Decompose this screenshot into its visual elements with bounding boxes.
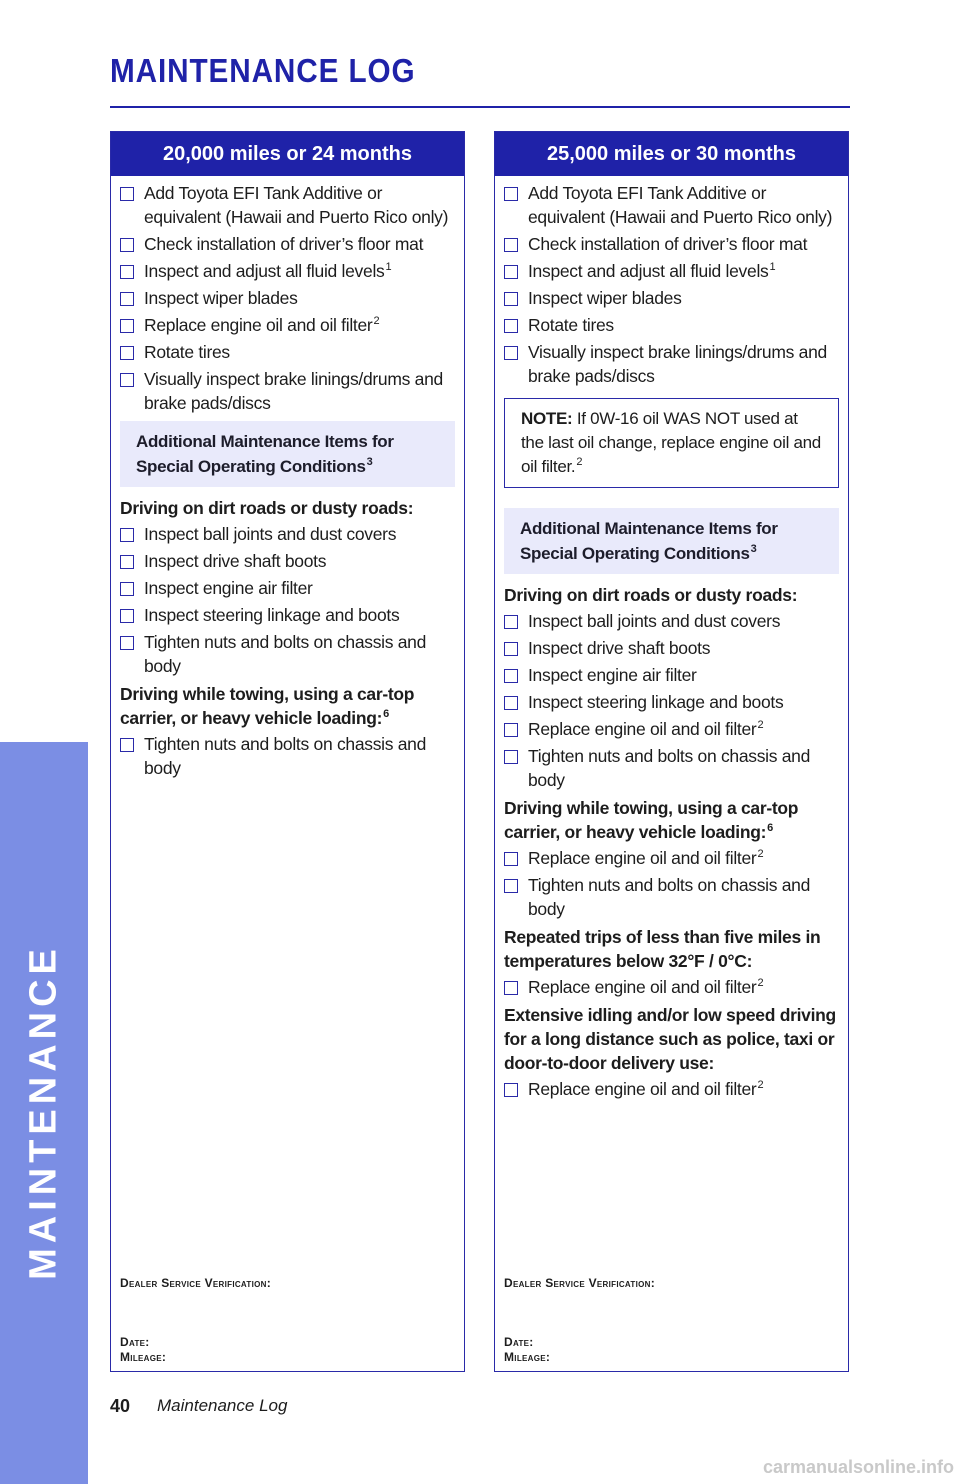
condition-heading: Extensive idling and/or low speed driving for a long distance such as police, taxi or door-to-door delivery use: <box>504 1005 836 1073</box>
verification-label: Dealer Service Verification: <box>504 1276 656 1290</box>
checklist-item <box>120 630 455 678</box>
checklist-item <box>120 313 455 337</box>
dealer-verification <box>120 1276 455 1365</box>
condition-heading: Repeated trips of less than five miles in temperatures below 32°F / 0°C: <box>504 927 821 971</box>
item-text: Inspect drive shaft boots <box>144 551 327 571</box>
condition-heading: Driving on dirt roads or dusty roads: <box>120 498 414 518</box>
item-text: Inspect ball joints and dust covers <box>144 524 397 544</box>
item-text: Inspect and adjust all fluid levels$^1$ <box>528 261 776 281</box>
item-text: Check installation of driver’s floor mat <box>528 234 808 254</box>
checklist-item <box>120 576 455 600</box>
item-text: Visually inspect brake linings/drums and brake pads/discs <box>528 342 827 386</box>
checklist-item <box>504 744 839 792</box>
checkbox[interactable] <box>120 582 134 596</box>
condition-heading: Driving while towing, using a car-top carrier, or heavy vehicle loading:$^6$ <box>504 798 799 842</box>
condition-heading: Driving on dirt roads or dusty roads: <box>504 585 798 605</box>
item-text: Inspect wiper blades <box>144 288 298 308</box>
maintenance-column-20000 <box>110 131 465 1372</box>
checklist-item <box>120 732 455 780</box>
page-footer-label: Maintenance Log <box>157 1396 288 1415</box>
checklist-item <box>120 181 455 229</box>
checkbox[interactable] <box>504 319 518 333</box>
checklist-item <box>504 181 839 229</box>
watermark: carmanualsonline.info <box>762 1457 954 1477</box>
item-text: Replace engine oil and oil filter$^2$ <box>528 848 764 868</box>
item-text: Inspect steering linkage and boots <box>528 692 784 712</box>
item-text: Rotate tires <box>144 342 230 362</box>
checkbox[interactable] <box>120 636 134 650</box>
checklist-item <box>120 367 455 415</box>
page-number: 40 <box>110 1396 131 1416</box>
item-text: Add Toyota EFI Tank Additive or equivalent (Hawaii and Puerto Rico only) <box>144 183 449 227</box>
checklist <box>120 181 455 415</box>
checkbox[interactable] <box>120 265 134 279</box>
checkbox[interactable] <box>120 187 134 201</box>
checklist-item <box>504 286 839 310</box>
item-text: Inspect engine air filter <box>528 665 697 685</box>
checkbox[interactable] <box>120 238 134 252</box>
checklist-item <box>120 286 455 310</box>
column-header: 20,000 miles or 24 months <box>111 132 464 176</box>
dealer-verification <box>504 1276 839 1365</box>
item-text: Inspect steering linkage and boots <box>144 605 400 625</box>
checkbox[interactable] <box>120 555 134 569</box>
item-text: Check installation of driver’s floor mat <box>144 234 424 254</box>
checkbox[interactable] <box>504 346 518 360</box>
checkbox[interactable] <box>120 346 134 360</box>
checklist-item <box>504 717 839 741</box>
checkbox[interactable] <box>504 723 518 737</box>
checklist-item <box>504 846 839 870</box>
checkbox[interactable] <box>504 187 518 201</box>
checkbox[interactable] <box>504 852 518 866</box>
checkbox[interactable] <box>120 373 134 387</box>
checklist-item <box>504 232 839 256</box>
item-text: Tighten nuts and bolts on chassis and body <box>528 746 811 790</box>
title-divider <box>110 106 850 108</box>
checkbox[interactable] <box>504 238 518 252</box>
special-conditions-box: Additional Maintenance Items for Special Operating Conditions$^3$ <box>504 508 839 574</box>
oil-note-box: NOTE: If 0W-16 oil WAS NOT used at the last oil change, replace engine oil and oil filter.$^2$ <box>504 398 839 488</box>
item-text: Inspect ball joints and dust covers <box>528 611 781 631</box>
item-text: Tighten nuts and bolts on chassis and body <box>144 734 427 778</box>
checkbox[interactable] <box>504 669 518 683</box>
page-title: MAINTENANCE LOG <box>110 52 416 89</box>
column-body <box>495 176 848 1101</box>
checkbox[interactable] <box>120 292 134 306</box>
checklist-item <box>504 1077 839 1101</box>
checklist-item <box>504 690 839 714</box>
checkbox[interactable] <box>120 528 134 542</box>
maintenance-column-25000 <box>494 131 849 1372</box>
item-text: Inspect drive shaft boots <box>528 638 711 658</box>
checkbox[interactable] <box>120 738 134 752</box>
item-text: Replace engine oil and oil filter$^2$ <box>528 719 764 739</box>
checkbox[interactable] <box>504 642 518 656</box>
mileage-label: Mileage: <box>120 1350 167 1364</box>
checkbox[interactable] <box>504 265 518 279</box>
checkbox[interactable] <box>120 609 134 623</box>
item-text: Inspect engine air filter <box>144 578 313 598</box>
item-text: Add Toyota EFI Tank Additive or equivalent (Hawaii and Puerto Rico only) <box>528 183 833 227</box>
checkbox[interactable] <box>504 879 518 893</box>
date-label: Date: <box>120 1335 150 1349</box>
checklist-item <box>504 259 839 283</box>
checklist-item <box>120 232 455 256</box>
checklist-item <box>120 522 455 546</box>
checkbox[interactable] <box>120 319 134 333</box>
item-text: Tighten nuts and bolts on chassis and body <box>144 632 427 676</box>
checkbox[interactable] <box>504 981 518 995</box>
mileage-label: Mileage: <box>504 1350 551 1364</box>
checklist-item <box>504 340 839 388</box>
item-text: Inspect and adjust all fluid levels$^1$ <box>144 261 392 281</box>
checklist-item <box>504 663 839 687</box>
item-text: Tighten nuts and bolts on chassis and body <box>528 875 811 919</box>
checklist-item <box>504 313 839 337</box>
item-text: Visually inspect brake linings/drums and brake pads/discs <box>144 369 443 413</box>
date-label: Date: <box>504 1335 534 1349</box>
item-text: Replace engine oil and oil filter$^2$ <box>528 1079 764 1099</box>
column-header: 25,000 miles or 30 months <box>495 132 848 176</box>
checklist-item <box>504 636 839 660</box>
checkbox[interactable] <box>504 1083 518 1097</box>
checklist-item <box>120 549 455 573</box>
special-conditions-box: Additional Maintenance Items for Special Operating Conditions$^3$ <box>120 421 455 487</box>
note-label: NOTE: <box>521 409 573 428</box>
item-text: Rotate tires <box>528 315 614 335</box>
item-text: Replace engine oil and oil filter$^2$ <box>144 315 380 335</box>
checklist-item <box>120 259 455 283</box>
side-tab-label: MAINTENANCE <box>22 944 65 1280</box>
checklist <box>504 181 839 388</box>
checklist-item <box>120 340 455 364</box>
checklist-item <box>504 873 839 921</box>
column-body <box>111 176 464 780</box>
checklist-item <box>504 609 839 633</box>
checklist-item <box>504 975 839 999</box>
item-text: Inspect wiper blades <box>528 288 682 308</box>
checklist-item <box>120 603 455 627</box>
item-text: Replace engine oil and oil filter$^2$ <box>528 977 764 997</box>
verification-label: Dealer Service Verification: <box>120 1276 272 1290</box>
note-text: If 0W-16 oil WAS NOT used at the last oil change, replace engine oil and oil filter. <box>521 409 821 476</box>
condition-heading: Driving while towing, using a car-top carrier, or heavy vehicle loading:$^6$ <box>120 684 415 728</box>
checkbox[interactable] <box>504 696 518 710</box>
checkbox[interactable] <box>504 292 518 306</box>
checkbox[interactable] <box>504 615 518 629</box>
checkbox[interactable] <box>504 750 518 764</box>
